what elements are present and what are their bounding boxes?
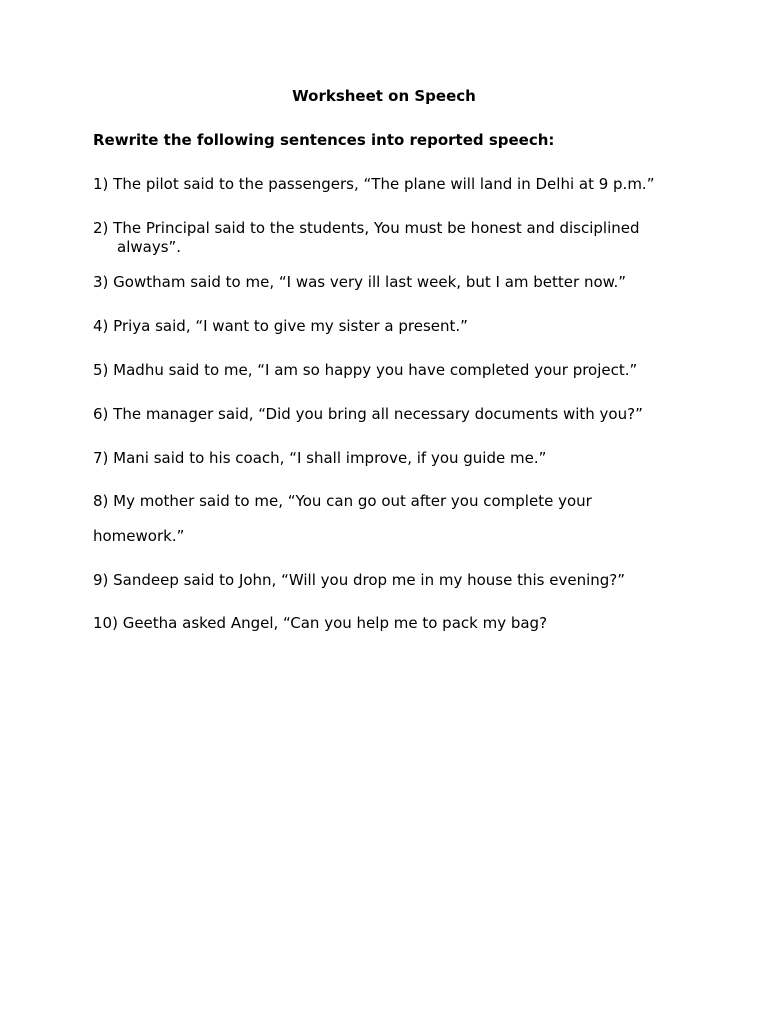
question-8: 8) My mother said to me, “You can go out after you complete your [93,492,592,510]
question-3: 3) Gowtham said to me, “I was very ill last week, but I am better now.” [93,273,627,291]
question-5: 5) Madhu said to me, “I am so happy you have completed your project.” [93,361,638,379]
question-1: 1) The pilot said to the passengers, “The plane will land in Delhi at 9 p.m.” [93,175,655,193]
question-2-continuation: always”. [117,238,182,256]
question-4: 4) Priya said, “I want to give my sister a present.” [93,317,468,335]
question-10: 10) Geetha asked Angel, “Can you help me to pack my bag? [93,614,548,632]
question-9: 9) Sandeep said to John, “Will you drop me in my house this evening?” [93,571,626,589]
question-8-continuation: homework.” [93,527,185,545]
question-2: 2) The Principal said to the students, You must be honest and disciplined always”. [93,219,693,257]
worksheet-title: Worksheet on Speech [292,87,476,105]
instruction-text: Rewrite the following sentences into reported speech: [93,131,555,149]
question-6: 6) The manager said, “Did you bring all necessary documents with you?” [93,405,643,423]
question-7: 7) Mani said to his coach, “I shall improve, if you guide me.” [93,449,547,467]
